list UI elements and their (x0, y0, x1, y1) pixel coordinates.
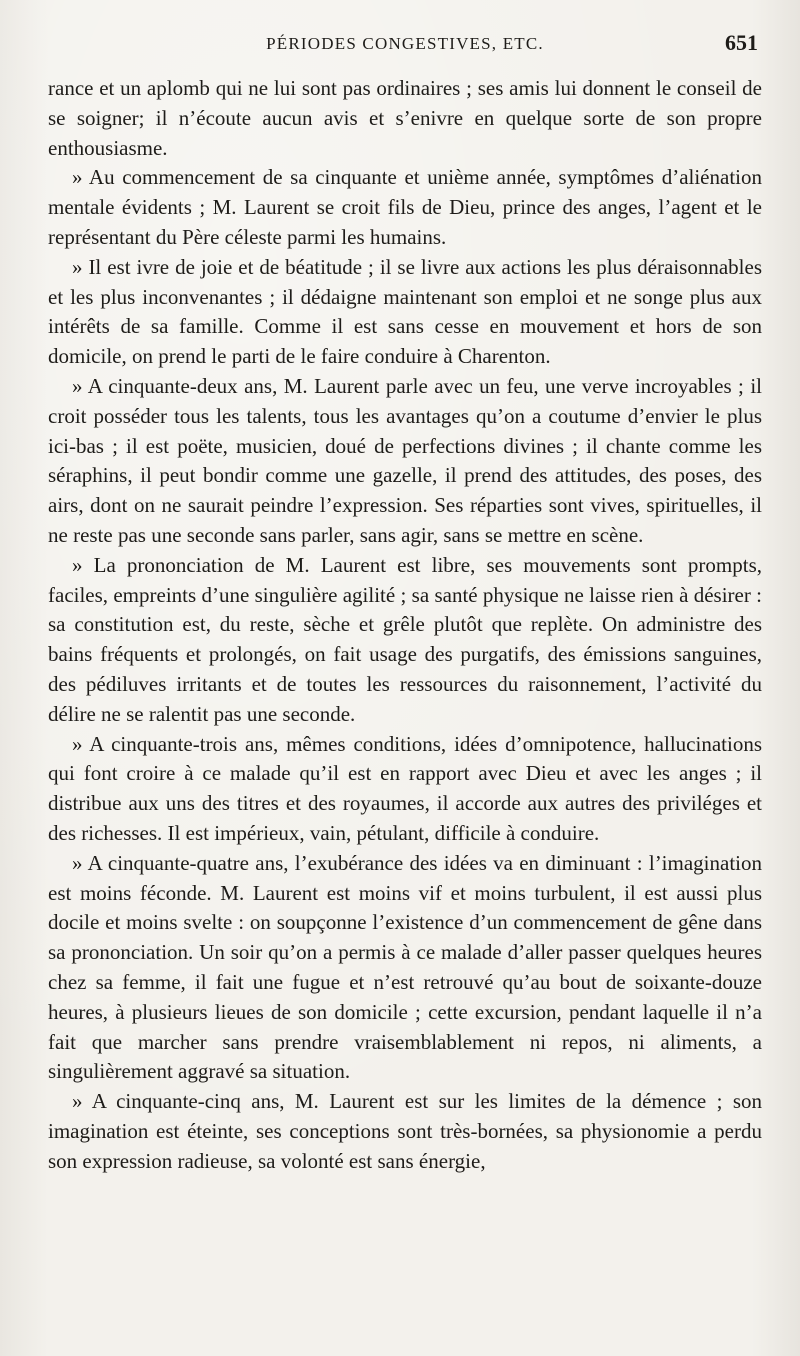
paragraph: » La prononciation de M. Laurent est libre, ses mouvements sont prompts, faciles, empreints d’une singulière agilité ; sa santé physique ne laisse rien à désirer : sa constitution est, du reste, sèche et grêle plutôt que replète. On administre des bains fréquents et prolongés, on fait usage des purgatifs, des émissions sanguines, des pédiluves irritants et de toutes les ressources du raisonnement, l’activité du délire ne se ralentit pas une seconde. (48, 552, 762, 726)
paragraph-continuation: rance et un aplomb qui ne lui sont pas ordinaires ; ses amis lui donnent le conseil de se soigner; il n’écoute aucun avis et s’enivre en quelque sorte de son propre enthousiasme. (48, 76, 762, 160)
paragraph: » A cinquante-trois ans, mêmes conditions, idées d’omnipotence, hallucinations qui font croire à ce malade qu’il est en rapport avec Dieu et avec les anges ; il distribue aux uns des titres et des royaumes, il accorde aux autres des priviléges et des richesses. Il est impérieux, vain, pétulant, difficile à conduire. (48, 731, 762, 845)
paragraph: » A cinquante-deux ans, M. Laurent parle avec un feu, une verve incroyables ; il croit posséder tous les talents, tous les avantages qu’on a coutume d’envier le plus ici-bas ; il est poëte, musicien, doué de perfections divines ; il chante comme les séraphins, il peut bondir comme une gazelle, il prend des attitudes, des poses, des airs, dont on ne saurait peindre l’expression. Ses réparties sont vives, spirituelles, il ne reste pas une seconde sans parler, sans agir, sans se mettre en scène. (48, 373, 762, 547)
running-title: PÉRIODES CONGESTIVES, ETC. (266, 34, 544, 53)
paragraph: » A cinquante-quatre ans, l’exubérance des idées va en diminuant : l’imagination est moins féconde. M. Laurent est moins vif et moins turbulent, il est aussi plus docile et moins svelte : on soupçonne l’existence d’un commencement de gêne dans sa prononciation. Un soir qu’on a permis à ce malade d’aller passer quelques heures chez sa femme, il fait une fugue et n’est retrouvé qu’au bout de soixante-douze heures, à plusieurs lieues de son domicile ; cette excursion, pendant laquelle il n’a fait que marcher sans prendre vraisemblablement ni repos, ni aliments, a singulièrement aggravé sa situation. (48, 850, 762, 1084)
page-number: 651 (725, 30, 758, 55)
paragraph: » A cinquante-cinq ans, M. Laurent est sur les limites de la démence ; son imagination est éteinte, ses conceptions sont très-bornées, sa physionomie a perdu son expression radieuse, sa volonté est sans énergie, (48, 1089, 762, 1173)
body-text (48, 74, 762, 1176)
paragraph: » Il est ivre de joie et de béatitude ; il se livre aux actions les plus déraisonnables et les plus inconvenantes ; il dédaigne maintenant son emploi et ne songe plus aux intérêts de sa famille. Comme il est sans cesse en mouvement et hors de son domicile, on prend le parti de le faire conduire à Charenton. (48, 254, 762, 369)
paragraph: » Au commencement de sa cinquante et unième année, symptômes d’aliénation mentale évidents ; M. Laurent se croit fils de Dieu, prince des anges, l’agent et le représentant du Père céleste parmi les humains. (48, 165, 762, 249)
running-head (48, 30, 762, 60)
